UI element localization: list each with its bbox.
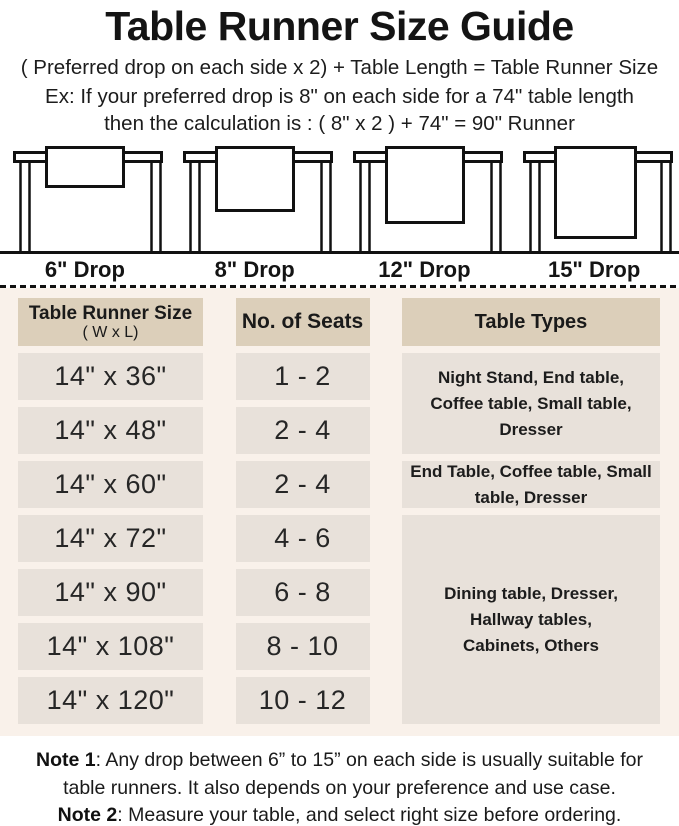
table-row-seats: 1 - 2	[236, 353, 370, 400]
table-row-seats: 8 - 10	[236, 623, 370, 670]
table-row-seats: 2 - 4	[236, 461, 370, 508]
table-runner-15-drop-icon	[510, 143, 679, 251]
drop-illustrations-row	[0, 143, 679, 254]
illustration-8-drop	[170, 143, 340, 251]
table-types-small-text: Night Stand, End table, Coffee table, Small table, Dresser	[430, 367, 632, 439]
illustration-15-drop	[510, 143, 679, 251]
table-row-size: 14" x 90"	[18, 569, 203, 616]
size-table-section	[0, 288, 679, 736]
table-row-size: 14" x 48"	[18, 407, 203, 454]
page-title: Table Runner Size Guide	[105, 3, 574, 49]
table-types-medium	[402, 461, 660, 508]
note-2	[5, 802, 674, 826]
example-line-1: Ex: If your preferred drop is 8" on each side for a 74" table length	[45, 85, 634, 108]
table-types-large-text: Dining table, Dresser, Hallway tables, Cabinets, Others	[444, 583, 618, 655]
table-row-seats: 4 - 6	[236, 515, 370, 562]
drop-label-15: 15" Drop	[547, 256, 641, 282]
table-runner-12-drop-icon	[340, 143, 510, 251]
table-types-small	[402, 353, 660, 454]
note-1	[5, 747, 674, 802]
table-types-medium-text: End Table, Coffee table, Small table, Dresser	[410, 461, 652, 507]
size-table	[18, 298, 660, 724]
formula-text: ( Preferred drop on each side x 2) + Table Length = Table Runner Size	[20, 56, 659, 79]
header-runner-size-subtitle: ( W x L)	[82, 323, 139, 341]
note-1-line1: : Any drop between 6” to 15” on each side is usually suitable for	[95, 749, 644, 771]
table-row-size: 14" x 72"	[18, 515, 203, 562]
drop-label-8: 8" Drop	[214, 256, 295, 282]
note-1-line2: table runners. It also depends on your preference and use case.	[63, 776, 616, 799]
illustration-6-drop	[0, 143, 170, 251]
table-row-seats: 10 - 12	[236, 677, 370, 724]
header-runner-size-title: Table Runner Size	[28, 302, 193, 324]
table-types-large	[402, 515, 660, 724]
table-row-size: 14" x 120"	[18, 677, 203, 724]
table-row-size: 14" x 108"	[18, 623, 203, 670]
header-table-types: Table Types	[402, 298, 660, 346]
table-row-seats: 2 - 4	[236, 407, 370, 454]
table-row-size: 14" x 36"	[18, 353, 203, 400]
table-runner-8-drop-icon	[170, 143, 340, 251]
note-2-text: : Measure your table, and select right size before ordering.	[117, 804, 622, 826]
example-line-2: then the calculation is : ( 8" x 2 ) + 74" = 90" Runner	[104, 112, 575, 135]
note-1-label: Note 1	[35, 749, 96, 771]
drop-label-12: 12" Drop	[378, 256, 471, 282]
illustration-12-drop	[340, 143, 510, 251]
note-2-label: Note 2	[57, 804, 118, 826]
drop-labels-row	[0, 254, 679, 285]
header-seats: No. of Seats	[236, 298, 370, 346]
table-row-seats: 6 - 8	[236, 569, 370, 616]
header-runner-size	[18, 298, 203, 346]
table-row-size: 14" x 60"	[18, 461, 203, 508]
table-runner-6-drop-icon	[0, 143, 170, 251]
notes-section	[0, 736, 679, 826]
drop-label-6: 6" Drop	[44, 256, 125, 282]
